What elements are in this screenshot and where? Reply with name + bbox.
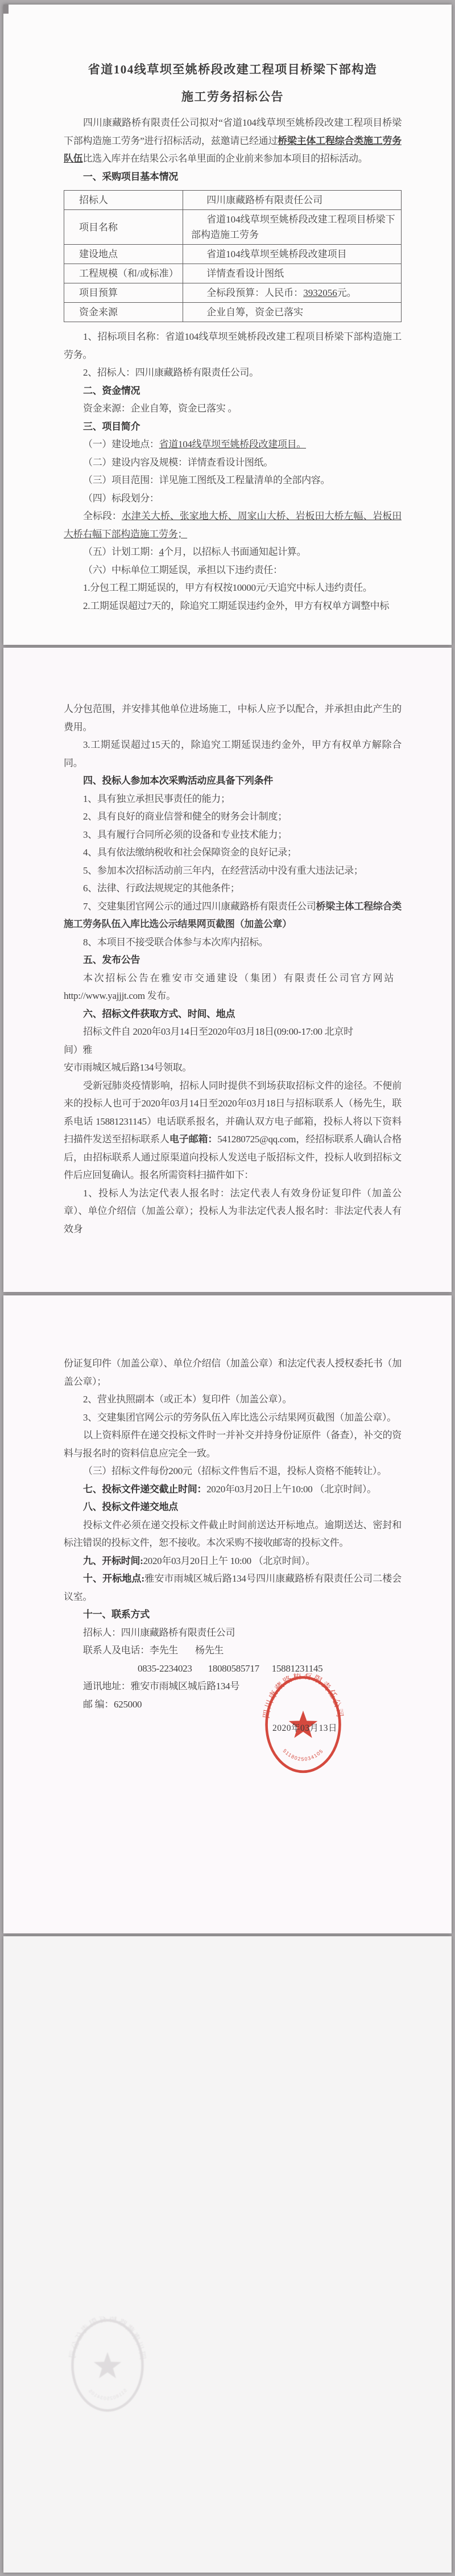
section-5-heading: 五、发布公告 [83,954,140,965]
condition-7-bold: 桥梁主体工程综合类施工劳务队伍入库比选公示结果网页截图（加盖公章） [64,900,402,929]
document-page-1 [3,5,452,645]
registration-material-1-continued: 份证复印件（加盖公章）、单位介绍信（加盖公章）和法定代表人授权委托书（加盖公章）； [64,1358,402,1387]
intro-text: 四川康藏路桥有限责任公司拟对“省道104线草坝至姚桥段改建工程项目桥梁下部构造施工劳务”进行招标活动，兹邀请已经通过 [64,117,402,146]
project-info-table [64,190,402,322]
document-fee-note: （三）招标文件每份200元（招标文件售后不退，投标人资格不能转让）。 [83,1466,387,1476]
phone-mobile-1: 18080585717 [208,1663,259,1674]
covid-remote-registration [64,1077,402,1184]
seal-registration-number: 5118025034105 [282,1747,325,1762]
para-bidder: 2、招标人：四川康藏路桥有限责任公司。 [83,367,259,378]
table-row-bidder [64,191,402,210]
section-7-heading: 七、投标文件递交截止时间： [83,1483,207,1495]
item-planned-duration [64,543,402,561]
condition-8: 8、本项目不接受联合体参与本次库内招标。 [83,936,268,948]
row-value [183,283,402,303]
intro-emphasis: 桥梁主体工程综合类施工劳务队伍 [64,135,402,164]
opening-time: 2020年03月20日上午 10:00 （北京时间）。 [143,1555,316,1566]
section-7-line [64,1480,402,1499]
svg-text:5118025034105 [87,2388,128,2401]
liability-clause-3: 3.工期延误超过15天的，除追究工期延误违约金外，甲方有权单方解除合同。 [64,739,402,768]
row-label: 招标人 [64,191,183,210]
liability-clause-2-continued: 人分包范围，并安排其他单位进场施工，中标人应予以配合，并承担由此产生的费用。 [64,703,402,733]
contact-persons-label: 联系人及电话： [83,1645,150,1656]
section-9-line [64,1552,402,1570]
document-page-4 [3,1936,452,2573]
phone-mobile-2: 15881231145 [271,1663,323,1674]
row-label: 资金来源 [64,303,183,322]
section-10-heading: 十、开标地点: [83,1573,144,1584]
item-build-content: （二）建设内容及规模：详情查看设计图纸。 [83,456,273,468]
budget-prefix: 全标段预算：人民币： [206,287,304,298]
liability-clause-2: 2.工期延误超过7天的，除追究工期延误违约金外，甲方有权单方调整中标 [83,600,390,611]
announcement-publish: 发布。 [147,990,176,1001]
submission-deadline: 2020年03月20日上午10:00 （北京时间）。 [206,1483,377,1495]
budget-suffix: 元。 [337,287,357,298]
submission-rules: 投标文件必须在递交投标文件截止时间前送达开标地点。逾期送达、密封和标注错误的投标文件，恕不接收。本次采购不接收邮寄的投标文件。 [64,1519,402,1548]
contact-person-2: 杨先生 [195,1645,224,1656]
original-documents-note: 以上资料原件在递交投标文件时一并补交并持身份证原件（备查），补交的资料与报名时的资料信息应完全一致。 [64,1430,402,1459]
ghost-seal-graphic [60,2316,155,2414]
condition-7 [64,898,402,933]
announcement-url-line [64,987,402,1005]
condition-5: 5、参加本次招标活动前三年内，在经营活动中没有重大违法记录； [83,865,363,876]
para-funding-source: 资金来源：企业自筹，资金已落实 。 [83,403,238,414]
table-row-scale [64,264,402,283]
registration-material-2: 2、营业执照副本（或正本）复印件（加盖公章）。 [83,1394,292,1405]
seal-date: 2020年03月13日 [272,1723,337,1733]
section-3-heading: 三、项目简介 [83,421,140,432]
seal-company-name: 四川康藏路桥有限责任公司 [262,1673,345,1719]
ghost-seal-company-name: 四川康藏路桥有限责任公司 [68,2316,147,2360]
duration-value: 4 [159,546,164,557]
item-section-list [64,507,402,543]
intro-text-end: 比选入库并在结果公示名单里面的企业前来参加本项目的招标活动。 [82,153,368,164]
section-list-bridges: 水津关大桥、张家地大桥、周家山大桥、岩板田大桥左幅、岩板田大桥右幅下部构造施工劳务； [64,511,402,540]
duration-suffix: 个月，以招标人书面通知起计算。 [163,546,307,557]
intro-paragraph [64,114,402,168]
contact-phones-line [64,1660,402,1678]
row-label: 项目预算 [64,283,183,303]
section-2-heading: 二、资金情况 [83,385,140,396]
document-page-2 [3,648,452,1292]
table-row-location [64,245,402,264]
condition-1: 1、具有独立承担民事责任的能力； [83,793,230,804]
document-title-line-2: 施工劳务招标公告 [181,90,284,104]
liability-clause-1: 1.分包工程工期延误的，甲方有权按10000元/天追究中标人违约责任。 [83,582,373,593]
item-section-division: （四）标段划分： [83,492,159,504]
document-title-line-1: 省道104线草坝至姚桥段改建工程项目桥梁下部构造 [88,63,378,76]
announcement-site-line: 本次招标公告在雅安市交通建设（集团）有限责任公司官方网站 [83,972,395,984]
condition-6: 6、法律、行政法规规定的其他条件； [83,883,240,894]
row-value: 四川康藏路桥有限责任公司 [183,191,402,210]
row-value: 省道104线草坝至姚桥段改建工程项目桥梁下部构造施工劳务 [183,210,402,245]
contact-address-line: 通讯地址：雅安市雨城区城后路134号 [83,1681,240,1692]
row-label: 项目名称 [64,210,183,245]
item-value-underlined: 省道104线草坝至姚桥段改建项目。 [159,439,307,450]
section-1-heading: 一、采购项目基本情况 [83,171,178,182]
contact-persons-line [64,1641,402,1660]
document-page-3 [3,1295,452,1933]
registration-material-3: 3、交建集团官网公示的劳务队伍入库比选公示结果网页截图（加盖公章）。 [83,1412,396,1423]
section-8-heading: 八、投标文件递交地点 [83,1501,178,1512]
doc-obtain-line-3: 安市雨城区城后路134号领取。 [64,1062,192,1073]
section-9-heading: 九、开标时间: [83,1555,143,1566]
table-row-project-name [64,210,402,245]
phone-landline: 0835-2234023 [138,1663,192,1674]
opening-location: 雅安市雨城区城后路134号四川康藏路桥有限责任公司二楼会议室。 [64,1573,402,1602]
contact-postcode-line: 邮 编：625000 [83,1698,142,1710]
section-6-heading: 六、招标文件获取方式、时间、地点 [83,1008,235,1019]
item-build-location [64,435,402,454]
item-label: （一）建设地点： [83,439,159,450]
item-project-scope: （三）项目范围：详见施工图纸及工程量清单的全部内容。 [83,475,330,485]
section-list-label: 全标段： [83,511,122,521]
row-label: 建设地点 [64,245,183,264]
row-label: 工程规模（和/或标准） [64,264,183,283]
budget-amount: 3932056 [303,287,337,298]
condition-3: 3、具有履行合同所必须的设备和专业技术能力； [83,829,287,840]
condition-7-text: 7、交建集团官网公示的通过四川康藏路桥有限责任公司 [83,900,316,912]
condition-4: 4、具有依法缴纳税收和社会保障资金的良好记录； [83,847,297,858]
covid-text-end: 541280725@qq.com，经招标联系人确认合格后，由招标联系人通过原渠道向投标人发送电子版招标文件，投标人收到招标文件后应回复确认。报名所需资料扫描件如下： [64,1134,402,1180]
table-row-budget [64,283,402,303]
doc-obtain-line-1: 招标文件自 2020年03月14日至2020年03月18日(09:00-17:00 北京时 [83,1026,353,1037]
section-11-heading: 十一、联系方式 [83,1609,150,1620]
section-10-line [64,1570,402,1606]
doc-obtain-line-2: 间）雅 [64,1044,93,1055]
registration-material-1: 1、投标人为法定代表人报名时：法定代表人有效身份证复印件（加盖公章）、单位介绍信（加盖公章）；投标人为非法定代表人报名时：非法定代表人有效身 [64,1187,402,1234]
row-value: 省道104线草坝至姚桥段改建项目 [183,245,402,264]
announcement-url: http://www.yajjjt.com [64,990,145,1001]
contact-bidder-line: 招标人：四川康藏路桥有限责任公司 [83,1627,235,1638]
contact-person-1: 李先生 [149,1645,179,1656]
row-value: 详情查看设计图纸 [183,264,402,283]
covid-text: 受新冠肺炎疫情影响，招标人同时提供不到场获取招标文件的途径。不便前来的投标人也可于2020年03月14日至2020年03月18日与招标联系人（杨先生，联系电话 15881231145）电话联系报名，并确认双方电子邮箱，投标人将以下资料扫描件发送至招标联系人 [64,1080,402,1145]
duration-label: （五）计划工期： [83,546,159,557]
ghost-seal-star [94,2352,121,2379]
scan-smudge [3,5,9,14]
email-label: 电子邮箱： [169,1134,218,1145]
para-project-name: 1、招标项目名称：省道104线草坝至姚桥段改建工程项目桥梁下部构造施工劳务。 [64,331,402,360]
row-value: 企业自筹，资金已落实 [183,303,402,322]
table-row-funding [64,303,402,322]
svg-text:5118025034105 [282,1748,324,1762]
section-4-heading: 四、投标人参加本次采购活动应具备下列条件 [83,775,273,786]
condition-2: 2、具有良好的商业信誉和健全的财务会计制度； [83,811,287,822]
ghost-seal-bleedthrough [60,2316,155,2414]
ghost-seal-registration-number: 5118025034105 [87,2387,128,2401]
item-delay-liability: （六）中标单位工期延误，承担以下违约责任： [83,564,283,575]
